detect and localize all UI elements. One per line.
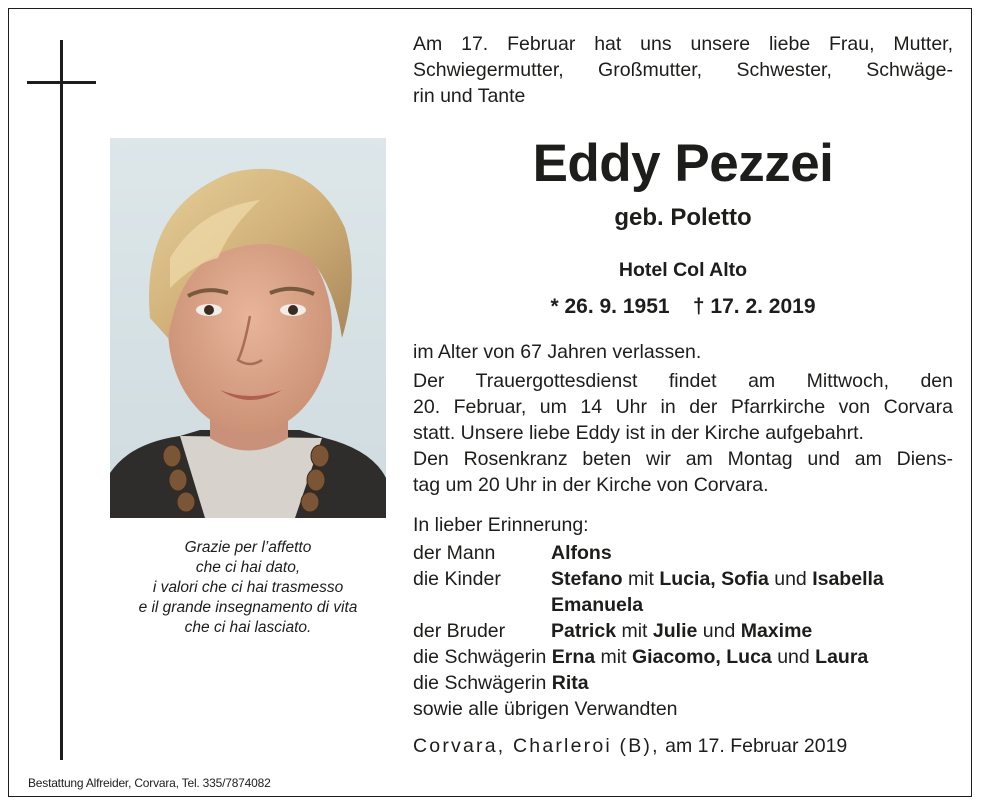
rosary-line: Den Rosenkranz beten wir am Montag und am Diens-: [413, 448, 953, 470]
remembrance-text: In lieber Erinnerung:: [413, 514, 589, 536]
closing-date: am 17. Februar 2019: [665, 735, 848, 757]
family-names: [551, 618, 812, 644]
poem-line: e il grande insegnamento di vita: [138, 599, 358, 616]
family-row-husband: [413, 540, 612, 566]
funeral-line: 20. Februar, um 14 Uhr in der Pfarrkirche von Corvara: [413, 396, 953, 418]
cross-icon-horizontal: [27, 81, 96, 84]
intro-line: Am 17. Februar hat uns unsere liebe Frau, Mutter,: [413, 33, 953, 55]
deceased-name: Eddy Pezzei: [532, 134, 834, 193]
family-connector: mit: [600, 646, 627, 668]
poem-line: i valori che ci hai trasmesso: [152, 579, 344, 596]
family-row-brother: [413, 618, 813, 644]
closing-line: [413, 733, 847, 759]
funeral-line: Der Trauergottesdienst findet am Mittwoch, den: [413, 370, 953, 392]
intro-line: rin und Tante: [413, 85, 526, 107]
family-names: Alfons: [551, 542, 612, 564]
family-relation: der Mann: [413, 542, 496, 564]
remembrance-heading: [413, 512, 953, 538]
family-row-sister-in-law-1: [413, 644, 868, 670]
family-row-children: [413, 566, 884, 592]
family-connector: und: [702, 620, 736, 642]
family-name: Emanuela: [551, 594, 644, 616]
family-name: Julie: [652, 620, 698, 642]
family-relation: die Kinder: [413, 568, 501, 590]
family-connector: mit: [627, 568, 654, 590]
funeral-line: statt. Unsere liebe Eddy ist in der Kirche aufgebahrt.: [413, 422, 864, 444]
poem-line: che ci hai dato,: [195, 559, 301, 576]
family-name: Rita: [551, 672, 589, 694]
cross-icon-vertical: [60, 40, 63, 760]
funeral-info: [413, 368, 953, 446]
rosary-line: tag um 20 Uhr in der Kirche von Corvara.: [413, 474, 769, 496]
family-connector: und: [777, 646, 810, 668]
intro-line: Schwiegermutter, Großmutter, Schwester, Schwäge-: [413, 59, 953, 81]
affiliation: Hotel Col Alto: [618, 259, 748, 281]
family-name: Lucia, Sofia: [659, 568, 769, 590]
family-name: Isabella: [812, 568, 884, 590]
family-row-sister-in-law-2: [413, 670, 589, 696]
birth-name: geb. Poletto: [614, 204, 752, 231]
poem-line: Grazie per l’affetto: [184, 539, 312, 556]
funeral-home-credit: Bestattung Alfreider, Corvara, Tel. 335/7874082: [28, 776, 271, 790]
memorial-poem: [88, 538, 408, 638]
family-name: Giacomo, Luca: [631, 646, 772, 668]
family-relation: der Bruder: [413, 620, 506, 642]
poem-line: che ci hai lasciato.: [184, 619, 312, 636]
closing-place: Corvara, Charleroi (B),: [413, 735, 660, 757]
family-names: [551, 566, 884, 592]
life-dates: * 26. 9. 1951 † 17. 2. 2019: [550, 295, 816, 318]
family-name: Laura: [815, 646, 869, 668]
family-connector: und: [774, 568, 807, 590]
age-line: [413, 339, 953, 365]
family-relation: die Schwägerin: [413, 672, 547, 694]
family-relation: die Schwägerin: [413, 646, 547, 668]
rosary-info: [413, 446, 953, 498]
family-name: Maxime: [740, 620, 813, 642]
family-name: Stefano: [551, 568, 623, 590]
family-name: Patrick: [551, 620, 617, 642]
family-name: Erna: [551, 646, 596, 668]
family-row-others: [413, 696, 678, 722]
family-connector: mit: [621, 620, 648, 642]
family-others: sowie alle übrigen Verwandten: [413, 698, 678, 720]
age-text: im Alter von 67 Jahren verlassen.: [413, 341, 702, 363]
portrait-photo: [110, 138, 386, 518]
intro-text: [413, 31, 953, 109]
